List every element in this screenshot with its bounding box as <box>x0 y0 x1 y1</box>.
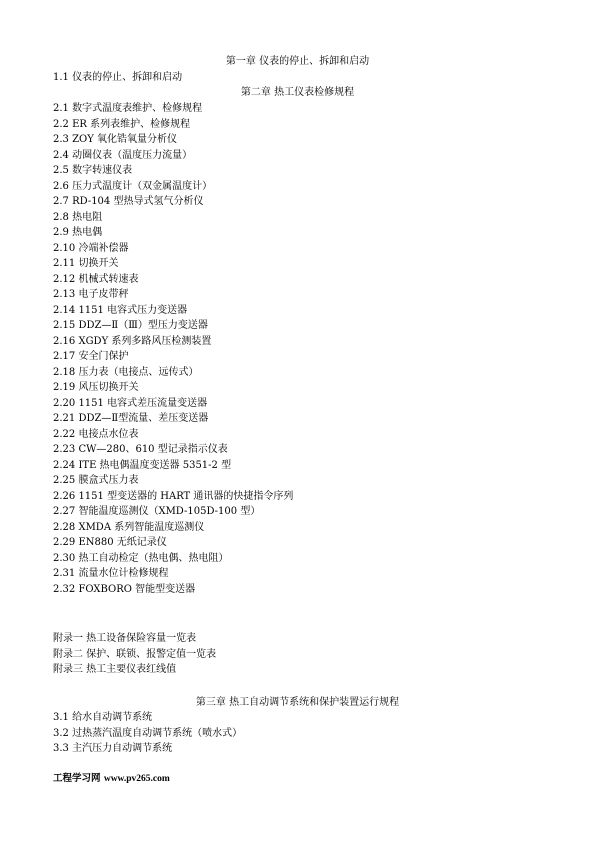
toc-item: 2.30 热工自动检定（热电偶、热电阻） <box>53 552 229 564</box>
toc-item: 2.2 ER 系列表维护、检修规程 <box>53 118 191 130</box>
chapter-3-title: 第三章 热工自动调节系统和保护装置运行规程 <box>195 697 400 708</box>
appendix-item: 附录三 热工主要仪表红线值 <box>53 664 177 675</box>
toc-item: 2.28 XMDA 系列智能温度巡测仪 <box>53 521 205 533</box>
footer-url[interactable]: www.pv265.com <box>103 774 170 784</box>
toc-item: 2.18 压力表（电接点、远传式） <box>53 366 199 378</box>
toc-item: 2.6 压力式温度计（双金属温度计） <box>53 180 213 192</box>
appendix-item: 附录二 保护、联锁、报警定值一览表 <box>53 648 217 660</box>
toc-item: 2.11 切换开关 <box>53 258 119 269</box>
toc-item: 2.13 电子皮带秤 <box>53 289 129 300</box>
footer <box>53 770 170 784</box>
toc-item: 2.17 安全门保护 <box>53 351 129 362</box>
toc-item: 3.3 主汽压力自动调节系统 <box>53 743 173 754</box>
toc-item: 2.16 XGDY 系列多路风压检测装置 <box>53 335 212 347</box>
toc-item: 2.15 DDZ—Ⅱ（Ⅲ）型压力变送器 <box>53 320 208 331</box>
toc-item: 2.20 1151 电容式差压流量变送器 <box>53 397 208 409</box>
toc-item: 2.25 膜盒式压力表 <box>53 475 139 486</box>
footer-site-name: 工程学习网 <box>53 773 101 784</box>
toc-item: 2.7 RD-104 型热导式氢气分析仪 <box>53 196 204 207</box>
toc-item: 2.23 CW—280、610 型记录指示仪表 <box>53 444 228 455</box>
toc-item: 2.21 DDZ—Ⅱ型流量、差压变送器 <box>53 413 209 424</box>
toc-item: 3.1 给水自动调节系统 <box>53 712 153 723</box>
appendix-item: 附录一 热工设备保险容量一览表 <box>53 633 197 644</box>
toc-item: 2.9 热电偶 <box>53 227 103 238</box>
toc-item: 2.32 FOXBORO 智能型变送器 <box>53 583 196 595</box>
chapter-1-list <box>53 70 182 86</box>
chapter-3-list <box>53 710 242 757</box>
toc-item: 2.22 电接点水位表 <box>53 428 139 440</box>
toc-item: 2.8 热电阻 <box>53 211 103 223</box>
toc-item: 1.1 仪表的停止、拆卸和启动 <box>53 72 183 83</box>
toc-item: 2.5 数字转速仪表 <box>53 165 133 176</box>
toc-item: 2.29 EN880 无纸记录仪 <box>53 537 167 548</box>
toc-item: 2.12 机械式转速表 <box>53 273 139 285</box>
chapter-1-title: 第一章 仪表的停止、拆卸和启动 <box>225 56 370 67</box>
toc-item: 2.3 ZOY 氧化锆氧量分析仪 <box>53 134 178 145</box>
toc-item: 2.1 数字式温度表维护、检修规程 <box>53 103 203 114</box>
toc-item: 2.26 1151 型变送器的 HART 通讯器的快捷指令序列 <box>53 490 294 502</box>
toc-item: 2.14 1151 电容式压力变送器 <box>53 304 188 316</box>
toc-item: 2.10 冷端补偿器 <box>53 242 129 254</box>
chapter-2-title: 第二章 热工仪表检修规程 <box>240 87 355 98</box>
toc-item: 3.2 过热蒸汽温度自动调节系统（喷水式） <box>53 727 243 739</box>
toc-item: 2.27 智能温度巡测仪（XMD-105D-100 型） <box>53 506 261 517</box>
toc-item: 2.4 动圈仪表（温度压力流量） <box>53 149 193 161</box>
toc-item: 2.19 风压切换开关 <box>53 382 139 393</box>
appendix-list <box>53 631 216 678</box>
toc-item: 2.24 ITE 热电偶温度变送器 5351-2 型 <box>53 459 232 471</box>
toc-item: 2.31 流量水位计检修规程 <box>53 568 169 579</box>
chapter-2-list <box>53 101 293 597</box>
